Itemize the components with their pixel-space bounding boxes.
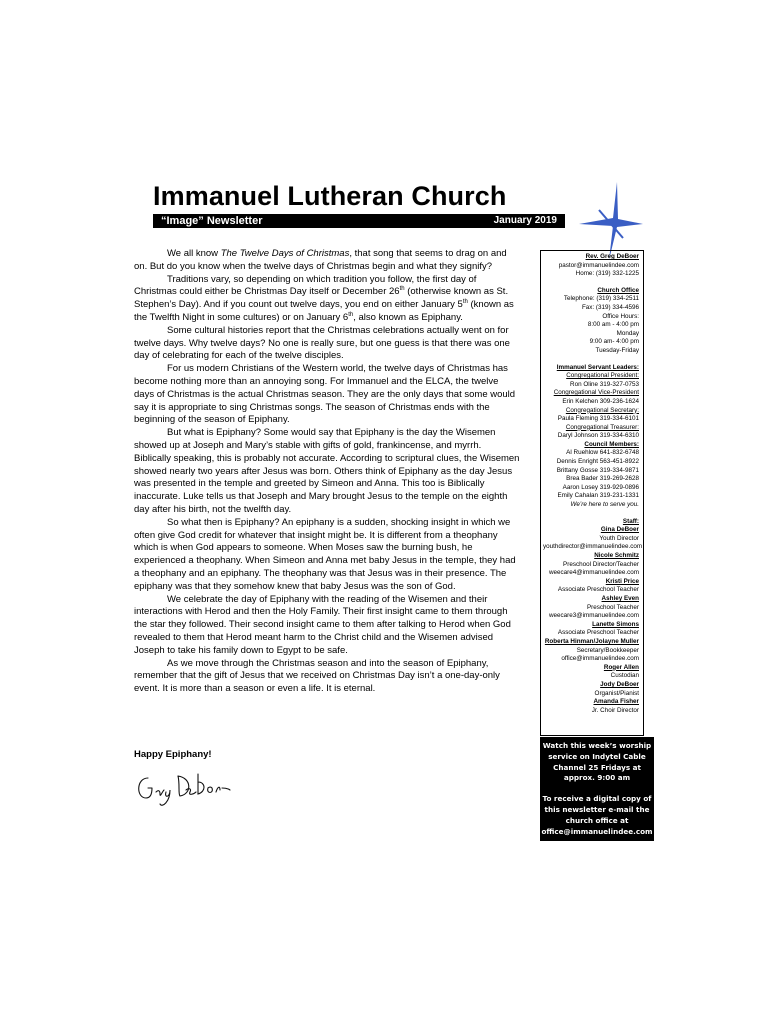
secretary: Paula Fleming 319-334-6101 [557,415,639,423]
staff-email[interactable]: youthdirector@immanuelindee.com [543,543,643,551]
closing-line: Happy Epiphany! [134,749,212,760]
signature-image [134,768,234,806]
vp-label: Congregational Vice-President [553,389,639,397]
staff-name: Roberta Hinman/Jolayne Muller [544,637,639,645]
staff-role: Youth Director [599,534,639,542]
staff-role: Preschool Teacher [586,603,639,611]
promo-line: this newsletter e-mail the [544,804,650,814]
newsletter-banner [153,214,565,228]
article-paragraph: But what is Epiphany? Some would say that Epiphany is the day the Wisemen showed up at Joseph and Mary’s stable with gifts of gold, frankincense, and myrrh. Biblically speaking, this is probably not accurate. According to scriptural clues, the Wisemen showed nearly two years after Jesus was born. Others think of Epiphany as the day Jesus was presented in the temple and greeted by Simeon and Anna. This too is Biblically inaccurate. Luke tells us that Joseph and Mary brought Jesus to the temple on the eighth day after his birth, not the twelfth day. [134,427,520,515]
leaders-heading: Immanuel Servant Leaders: [556,363,639,371]
promo-email[interactable]: office@immanuelindee.com [541,826,653,836]
promo-line: approx. 9:00 am [563,773,631,783]
article-body [134,248,520,696]
staff-name: Nicole Schmitz [594,552,639,559]
staff-role: Custodian [610,672,639,680]
staff-name: Kristi Price [605,577,639,585]
staff-name: Jody DeBoer [600,680,639,688]
office-hours: 8:00 am - 4:00 pm [587,321,639,329]
office-hours: Tuesday-Friday [595,346,639,354]
staff-name: Gina DeBoer [600,526,639,534]
newsletter-name: “Image” Newsletter [161,215,263,227]
staff-role: Preschool Director/Teacher [563,560,639,568]
president-label: Congregational President: [566,372,639,380]
article-paragraph: As we move through the Christmas season and into the season of Epiphany, remember that the gift of Jesus that we received on Christmas Day isn’t a one-day-only event. It is more than a season or even a life. It is eternal. [134,657,500,695]
staff-name: Lanette Simons [592,620,639,628]
worship-promo-box [540,737,654,841]
staff-role: Jr. Choir Director [591,706,639,714]
promo-line: To receive a digital copy of [542,794,652,804]
office-hours: 9:00 am- 4:00 pm [589,338,639,346]
article-paragraph: We celebrate the day of Epiphany with the reading of the Wisemen and their interactions with Herod and then the Holy Family. Their first insight came to them through the star they followed. Their second insight came to them after talking to Herod when God revealed to them that Herod meant harm to the Christ child and the Wisemen advised Joseph to take his family down to Egypt to be safe. [134,593,511,656]
council-member: Aaron Losey 319-929-0896 [562,483,639,491]
council-member: Dennis Enright 563-451-8922 [556,458,639,466]
treasurer: Daryl Johnson 319-334-6310 [557,432,639,440]
staff-email[interactable]: office@immanuelindee.com [561,655,639,663]
council-member: Al Ruehlow 641-832-6748 [566,449,639,457]
vice-president: Erin Kelchen 309-236-1624 [562,397,639,405]
article-paragraph: So what then is Epiphany? An epiphany is a sudden, shocking insight in which we often give God credit for whatever that insight might be. It is different from a theophany which is when God appears to someone. When Moses saw the burning bush, he experienced a theophany. When Simeon and Anna met baby Jesus in the temple, they had a theophany and an epiphany. The theophany was that Jesus was in their presence. The epiphany was that they somehow knew that baby Jesus was the son of God. [134,516,516,592]
pastor-phone: Home: (319) 332-1225 [575,270,639,278]
staff-email[interactable]: weecare3@immanuelindee.com [548,612,639,620]
council-member: Brittany Gosse 319-334-9871 [556,466,639,474]
promo-line: service on Indytel Cable [548,751,646,761]
staff-heading: Staff: [622,517,639,525]
promo-line: Channel 25 Fridays at [553,762,641,772]
pastor-email[interactable]: pastor@immanuelindee.com [558,261,639,269]
office-heading: Church Office [597,286,639,294]
office-fax: Fax: (319) 334-4596 [581,303,639,311]
article-paragraph: Some cultural histories report that the Christmas celebrations actually went on for twelve days. Why twelve days? No one is really sure, but one guess is that there was one day of celebrating for each of the twelve disciples. [134,324,510,362]
office-hours-label: Office Hours: [602,312,639,320]
staff-name: Amanda Fisher [593,698,639,706]
staff-role: Associate Preschool Teacher [557,586,639,594]
staff-role: Associate Preschool Teacher [557,629,639,637]
office-phone: Telephone: (319) 334-2511 [563,295,639,303]
church-title: Immanuel Lutheran Church [153,181,507,211]
staff-name: Roger Allen [603,663,639,671]
staff-email[interactable]: weecare4@immanuelindee.com [548,569,639,577]
staff-name: Ashley Even [601,594,639,602]
treasurer-label: Congregational Treasurer: [565,423,639,431]
article-paragraph: We all know The Twelve Days of Christmas, that song that seems to drag on and on. But do you know when the twelve days of Christmas begin and what they signify? [134,248,507,272]
council-heading: Council Members: [584,440,639,448]
pastor-name: Rev. Greg DeBoer [585,253,639,260]
council-note: We’re here to serve you. [570,501,639,509]
promo-line: church office at [565,815,629,825]
contact-sidebar [540,250,644,736]
office-hours: Monday [616,329,639,337]
president: Ron Oline 319-327-0753 [570,380,639,388]
issue-date: January 2019 [493,215,557,226]
council-member: Emily Cahalan 319-231-1331 [557,492,639,500]
council-member: Brea Bader 319-269-2628 [566,475,639,483]
promo-line: Watch this week’s worship [542,741,652,750]
article-paragraph: Traditions vary, so depending on which tradition you follow, the first day of Christmas could either be Christmas Day itself or December 26th (otherwise known as St. Stephen’s Day). And if you count out twelve days, you end on either January 5th (known as the Twelfth Night in some cultures) or on January 6th, also known as Epiphany. [134,273,514,323]
article-paragraph: For us modern Christians of the Western world, the twelve days of Christmas has become nothing more than an annoying song. For Immanuel and the ELCA, the twelve days of Christmas is the actual Christmas season. They are the only days that some would say it is appropriate to sing Christmas songs. The season of Christmas ends with the beginning of the season of Epiphany. [134,363,516,426]
secretary-label: Congregational Secretary: [565,406,639,414]
staff-role: Secretary/Bookkeeper [576,646,639,654]
staff-role: Organist/Pianist [594,689,639,697]
